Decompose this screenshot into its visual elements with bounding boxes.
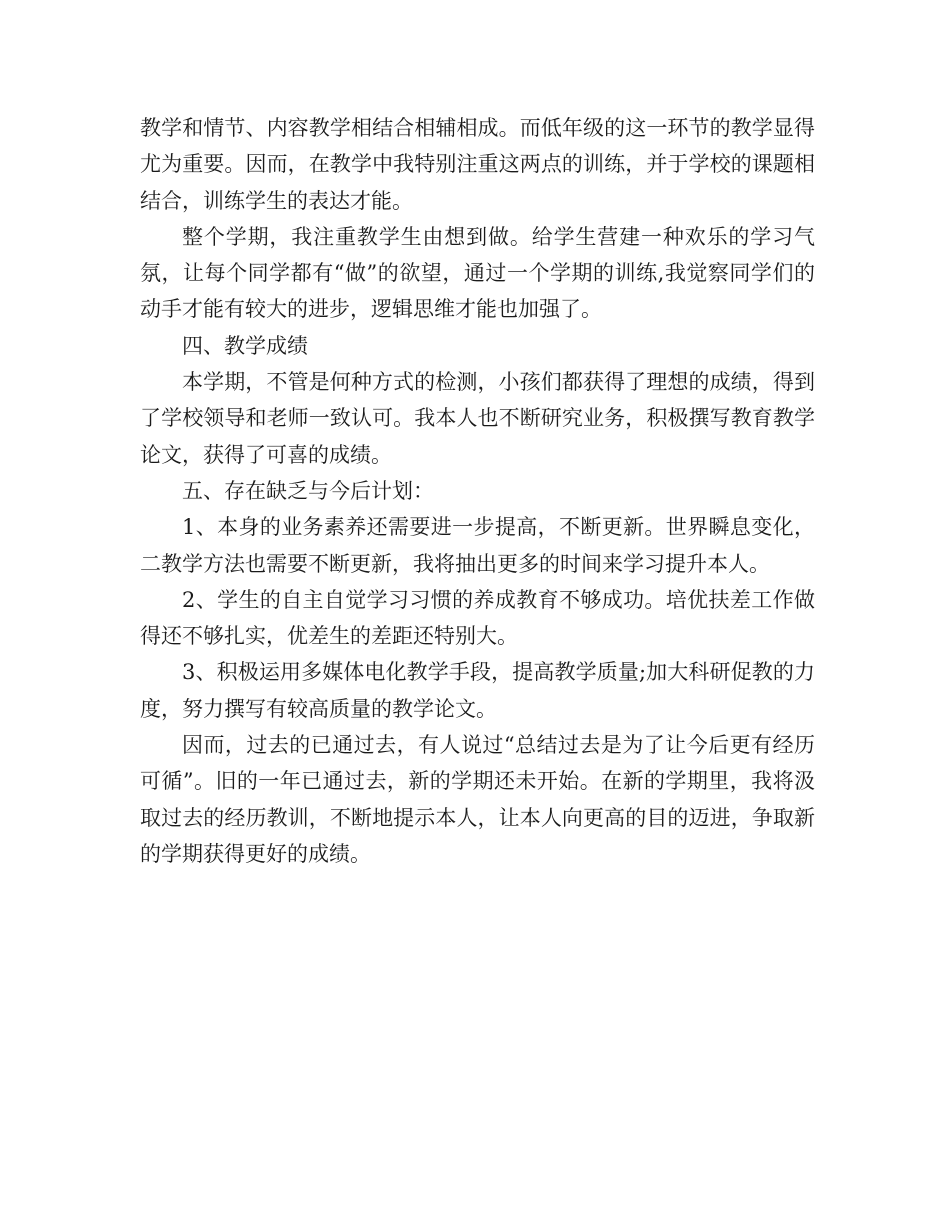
list-item-3: 3、积极运用多媒体电化教学手段，提高教学质量;加大科研促教的力度，努力撰写有较高质量的教学论文。 [140,660,815,721]
list-item-1: 1、本身的业务素养还需要进一步提高，不断更新。世界瞬息变化，二教学方法也需要不断更新，我将抽出更多的时间来学习提升本人。 [140,515,815,576]
section-heading-shortcomings-and-plans: 五、存在缺乏与今后计划： [182,478,434,503]
paragraph-2: 整个学期，我注重教学生由想到做。给学生营建一种欢乐的学习气氛，让每个同学都有“做”的欲望，通过一个学期的训练,我觉察同学们的动手才能有较大的进步，逻辑思维才能也加强了。 [140,224,815,322]
document-body [140,110,815,872]
closing-paragraph: 因而，过去的已通过去，有人说过“总结过去是为了让今后更有经历可循”。旧的一年已通过去，新的学期还未开始。在新的学期里，我将汲取过去的经历教训，不断地提示本人，让本人向更高的目的迈进，争取新的学期获得更好的成绩。 [140,733,815,866]
paragraph-1: 教学和情节、内容教学相结合相辅相成。而低年级的这一环节的教学显得尤为重要。因而，在教学中我特别注重这两点的训练，并于学校的课题相结合，训练学生的表达才能。 [140,116,815,213]
section-heading-teaching-results: 四、教学成绩 [182,333,308,358]
list-item-2: 2、学生的自主自觉学习习惯的养成教育不够成功。培优扶差工作做得还不够扎实，优差生的差距还特别大。 [140,587,815,649]
paragraph-4: 本学期，不管是何种方式的检测，小孩们都获得了理想的成绩，得到了学校领导和老师一致认可。我本人也不断研究业务，积极撰写教育教学论文，获得了可喜的成绩。 [140,370,815,467]
